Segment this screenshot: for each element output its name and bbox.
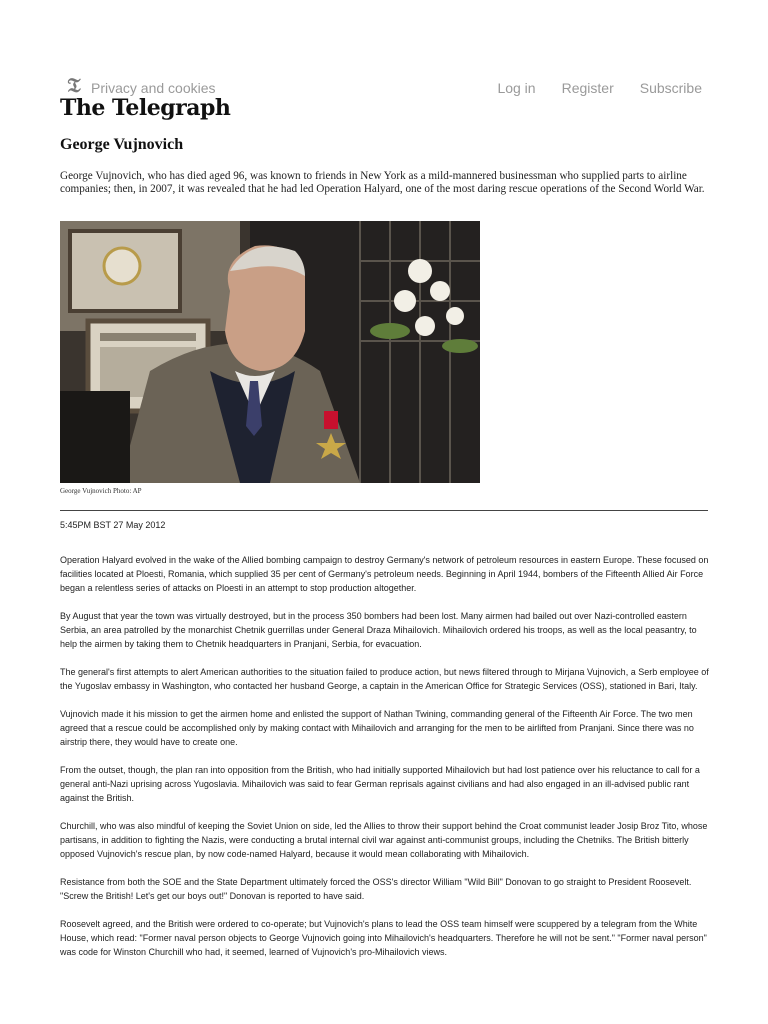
body-paragraph: By August that year the town was virtually destroyed, but in the process 350 bombers had been lost. Many airmen had bailed out over Nazi-controlled eastern Serbia, an area patrolled by the monarchist Chetnik guerrillas under General Draza Mihailovich. Mihailovich ordered his troops, as well as the local peasantry, to help the airmen by taking them to Chetnik headquarters in Pranjani, Serbia, for evacuation. bbox=[60, 611, 697, 649]
subscribe-link[interactable]: Subscribe bbox=[639, 80, 702, 96]
photo-caption: George Vujnovich Photo: AP bbox=[60, 487, 142, 495]
account-links bbox=[497, 80, 702, 96]
masthead-logo[interactable]: The Telegraph bbox=[60, 95, 231, 121]
body-paragraph: Resistance from both the SOE and the State Department ultimately forced the OSS's director William "Wild Bill" Donovan to go straight to President Roosevelt. "Screw the British! Let's get our boys out!" Donovan is reported to have said. bbox=[60, 877, 692, 901]
article-photo bbox=[60, 221, 480, 483]
privacy-cookies-link[interactable]: Privacy and cookies bbox=[91, 80, 216, 96]
article-dateline: 5:45PM BST 27 May 2012 bbox=[60, 520, 166, 530]
body-paragraph: Operation Halyard evolved in the wake of the Allied bombing campaign to destroy Germany's network of petroleum resources in eastern Europe. These focused on facilities located at Ploesti, Romania, which supplied 35 per cent of Germany's petroleum needs. Beginning in April 1944, bombers of the Fifteenth Allied Air Force began a relentless series of attacks on Ploesti in an attempt to stop production altogether. bbox=[60, 555, 709, 593]
body-paragraph: Roosevelt agreed, and the British were ordered to co-operate; but Vujnovich's plans to lead the OSS team himself were scuppered by a telegram from the White House, which read: "Former naval person objects to George Vujnovich going into Mihailovich's headquarters. Therefore he will not be sent." "Former naval person" was code for Winston Churchill who had, it seemed, learned of Vujnovich's pro-Mihailovich views. bbox=[60, 919, 707, 957]
telegraph-t-icon[interactable]: 𝔗 bbox=[67, 73, 81, 97]
body-paragraph: Churchill, who was also mindful of keeping the Soviet Union on side, led the Allies to throw their support behind the Croat communist leader Josip Broz Tito, whose partisans, in addition to fighting the Nazis, were conducting a brutal internal civil war against anti-communist groups, including the Chetniks. The British bitterly opposed Vujnovich's rescue plan, by now code-named Halyard, because it would mean collaborating with Mihailovich. bbox=[60, 821, 708, 859]
body-paragraph: From the outset, though, the plan ran into opposition from the British, who had initially supported Mihailovich but had lost patience over his reluctance to call for a general anti-Nazi uprising across Yugoslavia. Mihailovich was said to fear German reprisals against civilians and had also engaged in an ill-advised public rant against the British. bbox=[60, 765, 700, 803]
register-link[interactable]: Register bbox=[561, 80, 614, 96]
article-body bbox=[60, 553, 710, 973]
portrait-illustration bbox=[60, 221, 480, 483]
article-title: George Vujnovich bbox=[60, 136, 184, 153]
body-paragraph: Vujnovich made it his mission to get the airmen home and enlisted the support of Nathan Twining, commanding general of the Fifteenth Air Force. The two men agreed that a rescue could be accomplished only by making contact with Mihailovich and arranging for the men to be airlifted from Pranjani. Since there was no airstrip there, they would have to create one. bbox=[60, 709, 694, 747]
body-paragraph: The general's first attempts to alert American authorities to the situation failed to produce action, but news filtered through to Mirjana Vujnovich, a Serb employee of the Yugoslav embassy in Washington, who contacted her husband George, a captain in the American Office for Strategic Services (OSS), stationed in Bari, Italy. bbox=[60, 667, 709, 691]
article-lede: George Vujnovich, who has died aged 96, was known to friends in New York as a mild-mannered businessman who supplied parts to airline companies; then, in 2007, it was revealed that he had led Operation Halyard, one of the most daring rescue operations of the Second World War. bbox=[60, 170, 705, 195]
divider bbox=[60, 510, 708, 511]
login-link[interactable]: Log in bbox=[497, 80, 536, 96]
